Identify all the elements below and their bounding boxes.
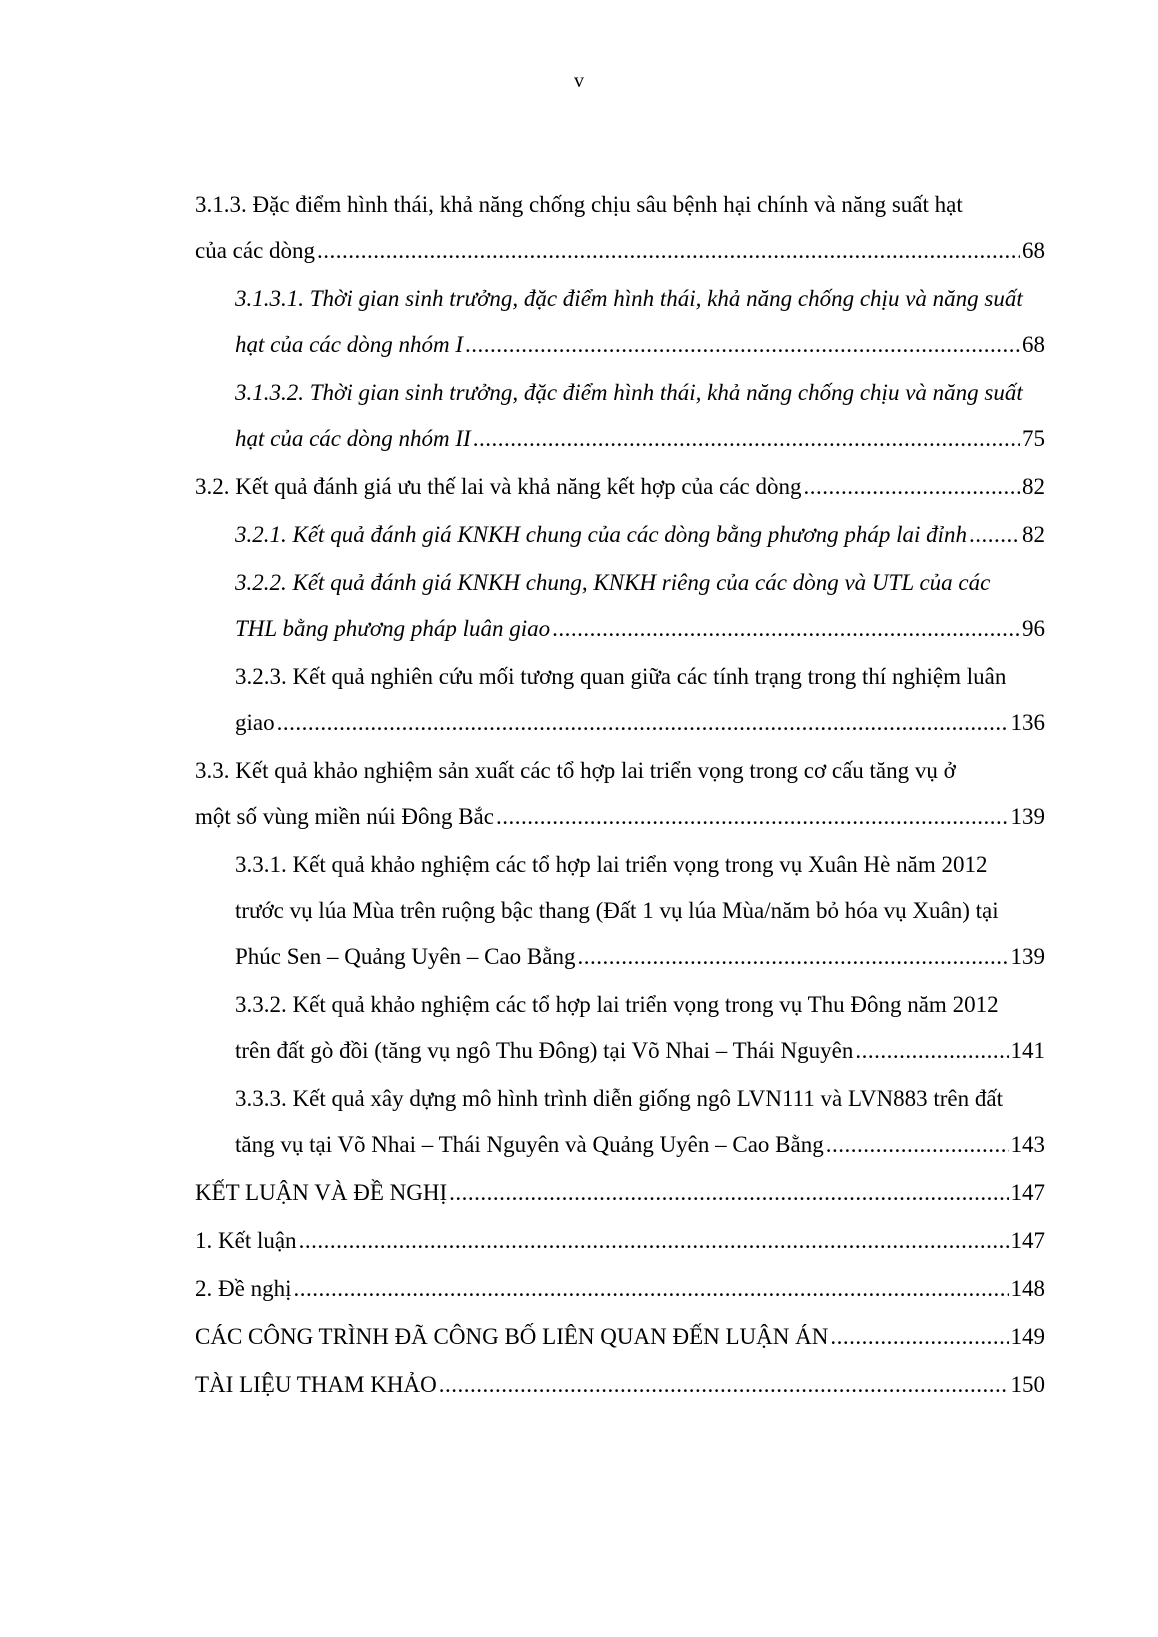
toc-entry-text: của các dòng: [195, 238, 316, 263]
toc-entry[interactable]: [195, 464, 1045, 510]
toc-entry[interactable]: [195, 1170, 1045, 1216]
toc-entry-text: hạt của các dòng nhóm I: [235, 332, 464, 357]
toc-entry-text: hạt của các dòng nhóm II: [235, 426, 471, 451]
toc-entry[interactable]: [195, 748, 1045, 840]
toc-page-number: 68: [1022, 238, 1045, 263]
toc-entry[interactable]: [195, 182, 1045, 274]
dot-leader: [439, 1362, 1009, 1408]
toc-entry[interactable]: [195, 1362, 1045, 1408]
toc-entry[interactable]: [235, 512, 1045, 558]
toc-entry-text: 3.2.1. Kết quả đánh giá KNKH chung của các dòng bằng phương pháp lai đỉnh: [235, 522, 968, 547]
toc-entry-text: trước vụ lúa Mùa trên ruộng bậc thang (Đất 1 vụ lúa Mùa/năm bỏ hóa vụ Xuân) tại: [235, 898, 999, 923]
toc-page-number: 139: [1010, 944, 1045, 969]
dot-leader: [552, 606, 1020, 652]
toc-page-number: 75: [1022, 426, 1045, 451]
toc-entry-text: 1. Kết luận: [195, 1228, 297, 1253]
toc-page-number: 147: [1010, 1180, 1045, 1205]
toc-entry-text: TÀI LIỆU THAM KHẢO: [195, 1372, 437, 1397]
dot-leader: [578, 934, 1009, 980]
toc-entry-text: tăng vụ tại Võ Nhai – Thái Nguyên và Quảng Uyên – Cao Bằng: [235, 1132, 824, 1157]
dot-leader: [293, 1266, 1008, 1312]
toc-page-number: 141: [1010, 1038, 1045, 1063]
dot-leader: [830, 1314, 1008, 1360]
dot-leader: [317, 228, 1020, 274]
toc-page-number: 149: [1010, 1324, 1045, 1349]
dot-leader: [969, 512, 1020, 558]
toc-entry-text: Phúc Sen – Quảng Uyên – Cao Bằng: [235, 944, 576, 969]
dot-leader: [496, 794, 1009, 840]
toc-entry[interactable]: [235, 1076, 1045, 1168]
toc-entry-text: 3.1.3.1. Thời gian sinh trưởng, đặc điểm hình thái, khả năng chống chịu và năng suất: [235, 286, 1023, 311]
toc-entry[interactable]: [235, 982, 1045, 1074]
toc-entry[interactable]: [235, 842, 1045, 980]
toc-page-number: 139: [1010, 804, 1045, 829]
dot-leader: [803, 464, 1020, 510]
toc-entry[interactable]: [235, 276, 1045, 368]
toc-entry-text: 3.3. Kết quả khảo nghiệm sản xuất các tổ hợp lai triển vọng trong cơ cấu tăng vụ ở: [195, 758, 956, 783]
toc-entry-text: 3.3.1. Kết quả khảo nghiệm các tổ hợp lai triển vọng trong vụ Xuân Hè năm 2012: [235, 852, 988, 877]
toc-page-number: 143: [1010, 1132, 1045, 1157]
toc-entry-text: 3.2. Kết quả đánh giá ưu thế lai và khả năng kết hợp của các dòng: [195, 474, 802, 499]
toc-entry-text: giao: [235, 710, 275, 735]
toc-page-number: 82: [1022, 522, 1045, 547]
toc-entry[interactable]: [195, 1218, 1045, 1264]
toc-entry-text: trên đất gò đồi (tăng vụ ngô Thu Đông) tại Võ Nhai – Thái Nguyên: [235, 1038, 854, 1063]
toc-entry-text: một số vùng miền núi Đông Bắc: [195, 804, 494, 829]
toc-entry-text: 3.2.3. Kết quả nghiên cứu mối tương quan giữa các tính trạng trong thí nghiệm luân: [235, 664, 1007, 689]
toc-entry[interactable]: [235, 560, 1045, 652]
toc-page-number: 68: [1022, 332, 1045, 357]
toc-page-number: 150: [1010, 1372, 1045, 1397]
toc-page-number: 147: [1010, 1228, 1045, 1253]
toc-entry-text: 3.1.3.2. Thời gian sinh trưởng, đặc điểm hình thái, khả năng chống chịu và năng suất: [235, 380, 1023, 405]
dot-leader: [855, 1028, 1008, 1074]
toc-entry-text: KẾT LUẬN VÀ ĐỀ NGHỊ: [195, 1180, 448, 1205]
toc-entry[interactable]: [195, 1266, 1045, 1312]
toc-entry-text: CÁC CÔNG TRÌNH ĐÃ CÔNG BỐ LIÊN QUAN ĐẾN LUẬN ÁN: [195, 1324, 829, 1349]
dot-leader: [277, 700, 1009, 746]
toc-page-number: 136: [1010, 710, 1045, 735]
toc-entry-text: 3.3.2. Kết quả khảo nghiệm các tổ hợp lai triển vọng trong vụ Thu Đông năm 2012: [235, 992, 999, 1017]
toc-entry[interactable]: [195, 1314, 1045, 1360]
toc-entry[interactable]: [235, 654, 1045, 746]
toc-entry[interactable]: [235, 370, 1045, 462]
toc-entry-text: 3.3.3. Kết quả xây dựng mô hình trình diễn giống ngô LVN111 và LVN883 trên đất: [235, 1086, 1003, 1111]
page-number: v: [574, 70, 584, 92]
dot-leader: [299, 1218, 1009, 1264]
toc-page-number: 96: [1022, 616, 1045, 641]
dot-leader: [826, 1122, 1009, 1168]
dot-leader: [465, 322, 1020, 368]
toc-entry-text: 3.2.2. Kết quả đánh giá KNKH chung, KNKH riêng của các dòng và UTL của các: [235, 570, 991, 595]
dot-leader: [449, 1170, 1008, 1216]
dot-leader: [473, 416, 1020, 462]
toc-entry-text: THL bằng phương pháp luân giao: [235, 616, 551, 641]
toc-page-number: 82: [1022, 474, 1045, 499]
toc-page-number: 148: [1010, 1276, 1045, 1301]
toc-entry-text: 3.1.3. Đặc điểm hình thái, khả năng chống chịu sâu bệnh hại chính và năng suất hạt: [195, 192, 963, 217]
toc-entry-text: 2. Đề nghị: [195, 1276, 292, 1301]
